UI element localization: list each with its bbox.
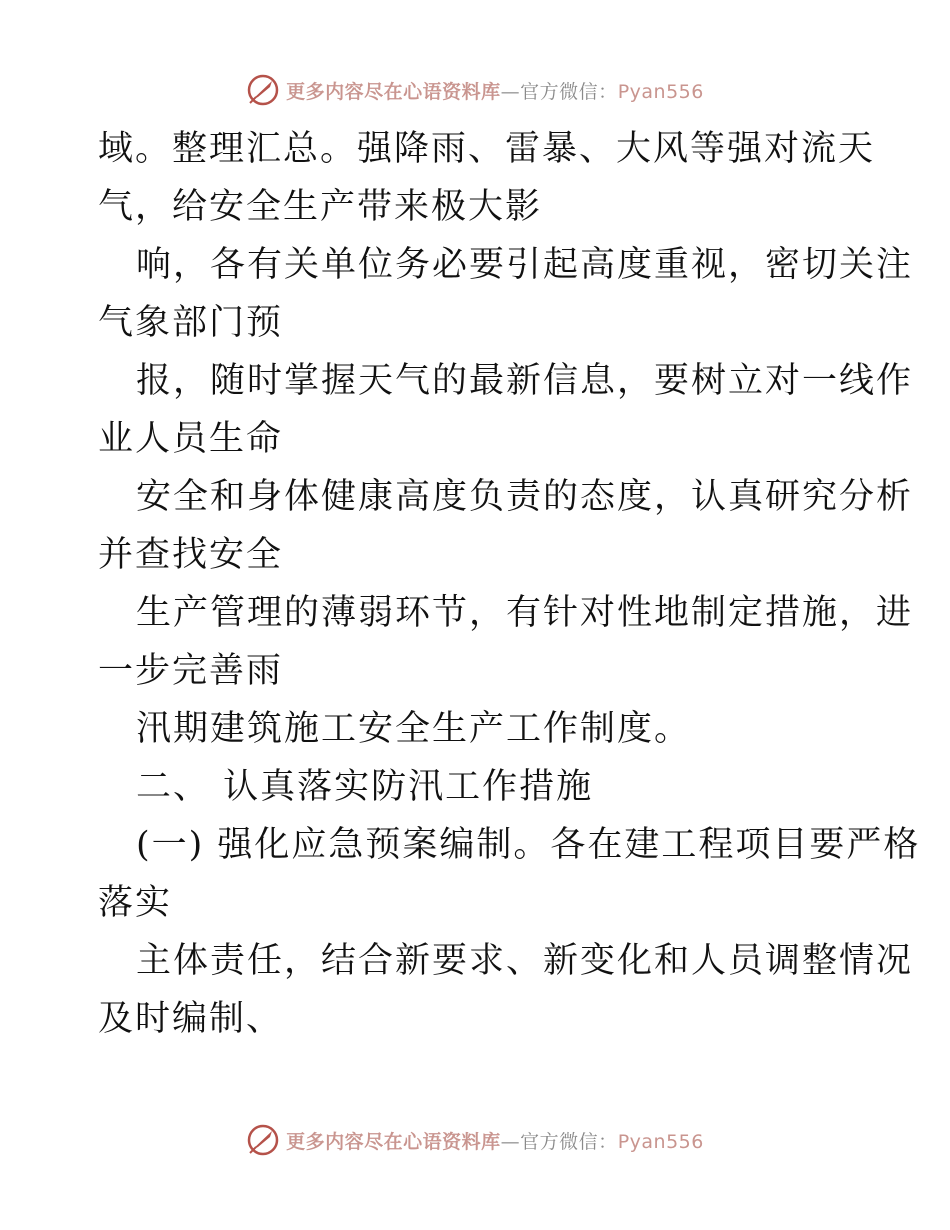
header-watermark xyxy=(0,70,950,110)
quill-logo-icon xyxy=(246,73,280,107)
header-text xyxy=(286,77,704,104)
body-line: 响，各有关单位务必要引起高度重视，密切关注 xyxy=(136,245,914,285)
document-body xyxy=(98,120,921,1048)
section-heading: 二、 认真落实防汛工作措施 xyxy=(136,767,594,807)
header-main: 更多内容尽在心语资料库 xyxy=(286,80,501,103)
header-wechat-id: Pyan556 xyxy=(617,80,704,103)
footer-wechat-label: 官方微信： xyxy=(520,1130,618,1153)
body-line: 及时编制、 xyxy=(98,999,284,1039)
body-line: 报，随时掌握天气的最新信息，要树立对一线作 xyxy=(136,361,914,401)
footer-separator: — xyxy=(500,1130,521,1153)
body-line: 落实 xyxy=(98,883,173,923)
body-line: 主体责任，结合新要求、新变化和人员调整情况 xyxy=(136,941,914,981)
header-separator: — xyxy=(500,80,521,103)
body-line: 域。整理汇总。强降雨、雷暴、大风等强对流天 xyxy=(98,129,876,169)
body-line: 安全和身体健康高度负责的态度，认真研究分析 xyxy=(136,477,914,517)
body-line: 并查找安全 xyxy=(98,535,284,575)
footer-text xyxy=(286,1127,704,1154)
body-line: 生产管理的薄弱环节，有针对性地制定措施，进 xyxy=(136,593,914,633)
footer-wechat-id: Pyan556 xyxy=(617,1130,704,1153)
footer-watermark xyxy=(0,1120,950,1160)
body-line: 业人员生命 xyxy=(98,419,284,459)
body-line: (一) 强化应急预案编制。各在建工程项目要严格 xyxy=(136,825,921,865)
footer-main: 更多内容尽在心语资料库 xyxy=(286,1130,501,1153)
header-wechat-label: 官方微信： xyxy=(520,80,618,103)
body-line: 气象部门预 xyxy=(98,303,284,343)
quill-logo-icon xyxy=(246,1123,280,1157)
body-line: 汛期建筑施工安全生产工作制度。 xyxy=(136,709,692,749)
body-line: 气，给安全生产带来极大影 xyxy=(98,187,543,227)
body-line: 一步完善雨 xyxy=(98,651,284,691)
